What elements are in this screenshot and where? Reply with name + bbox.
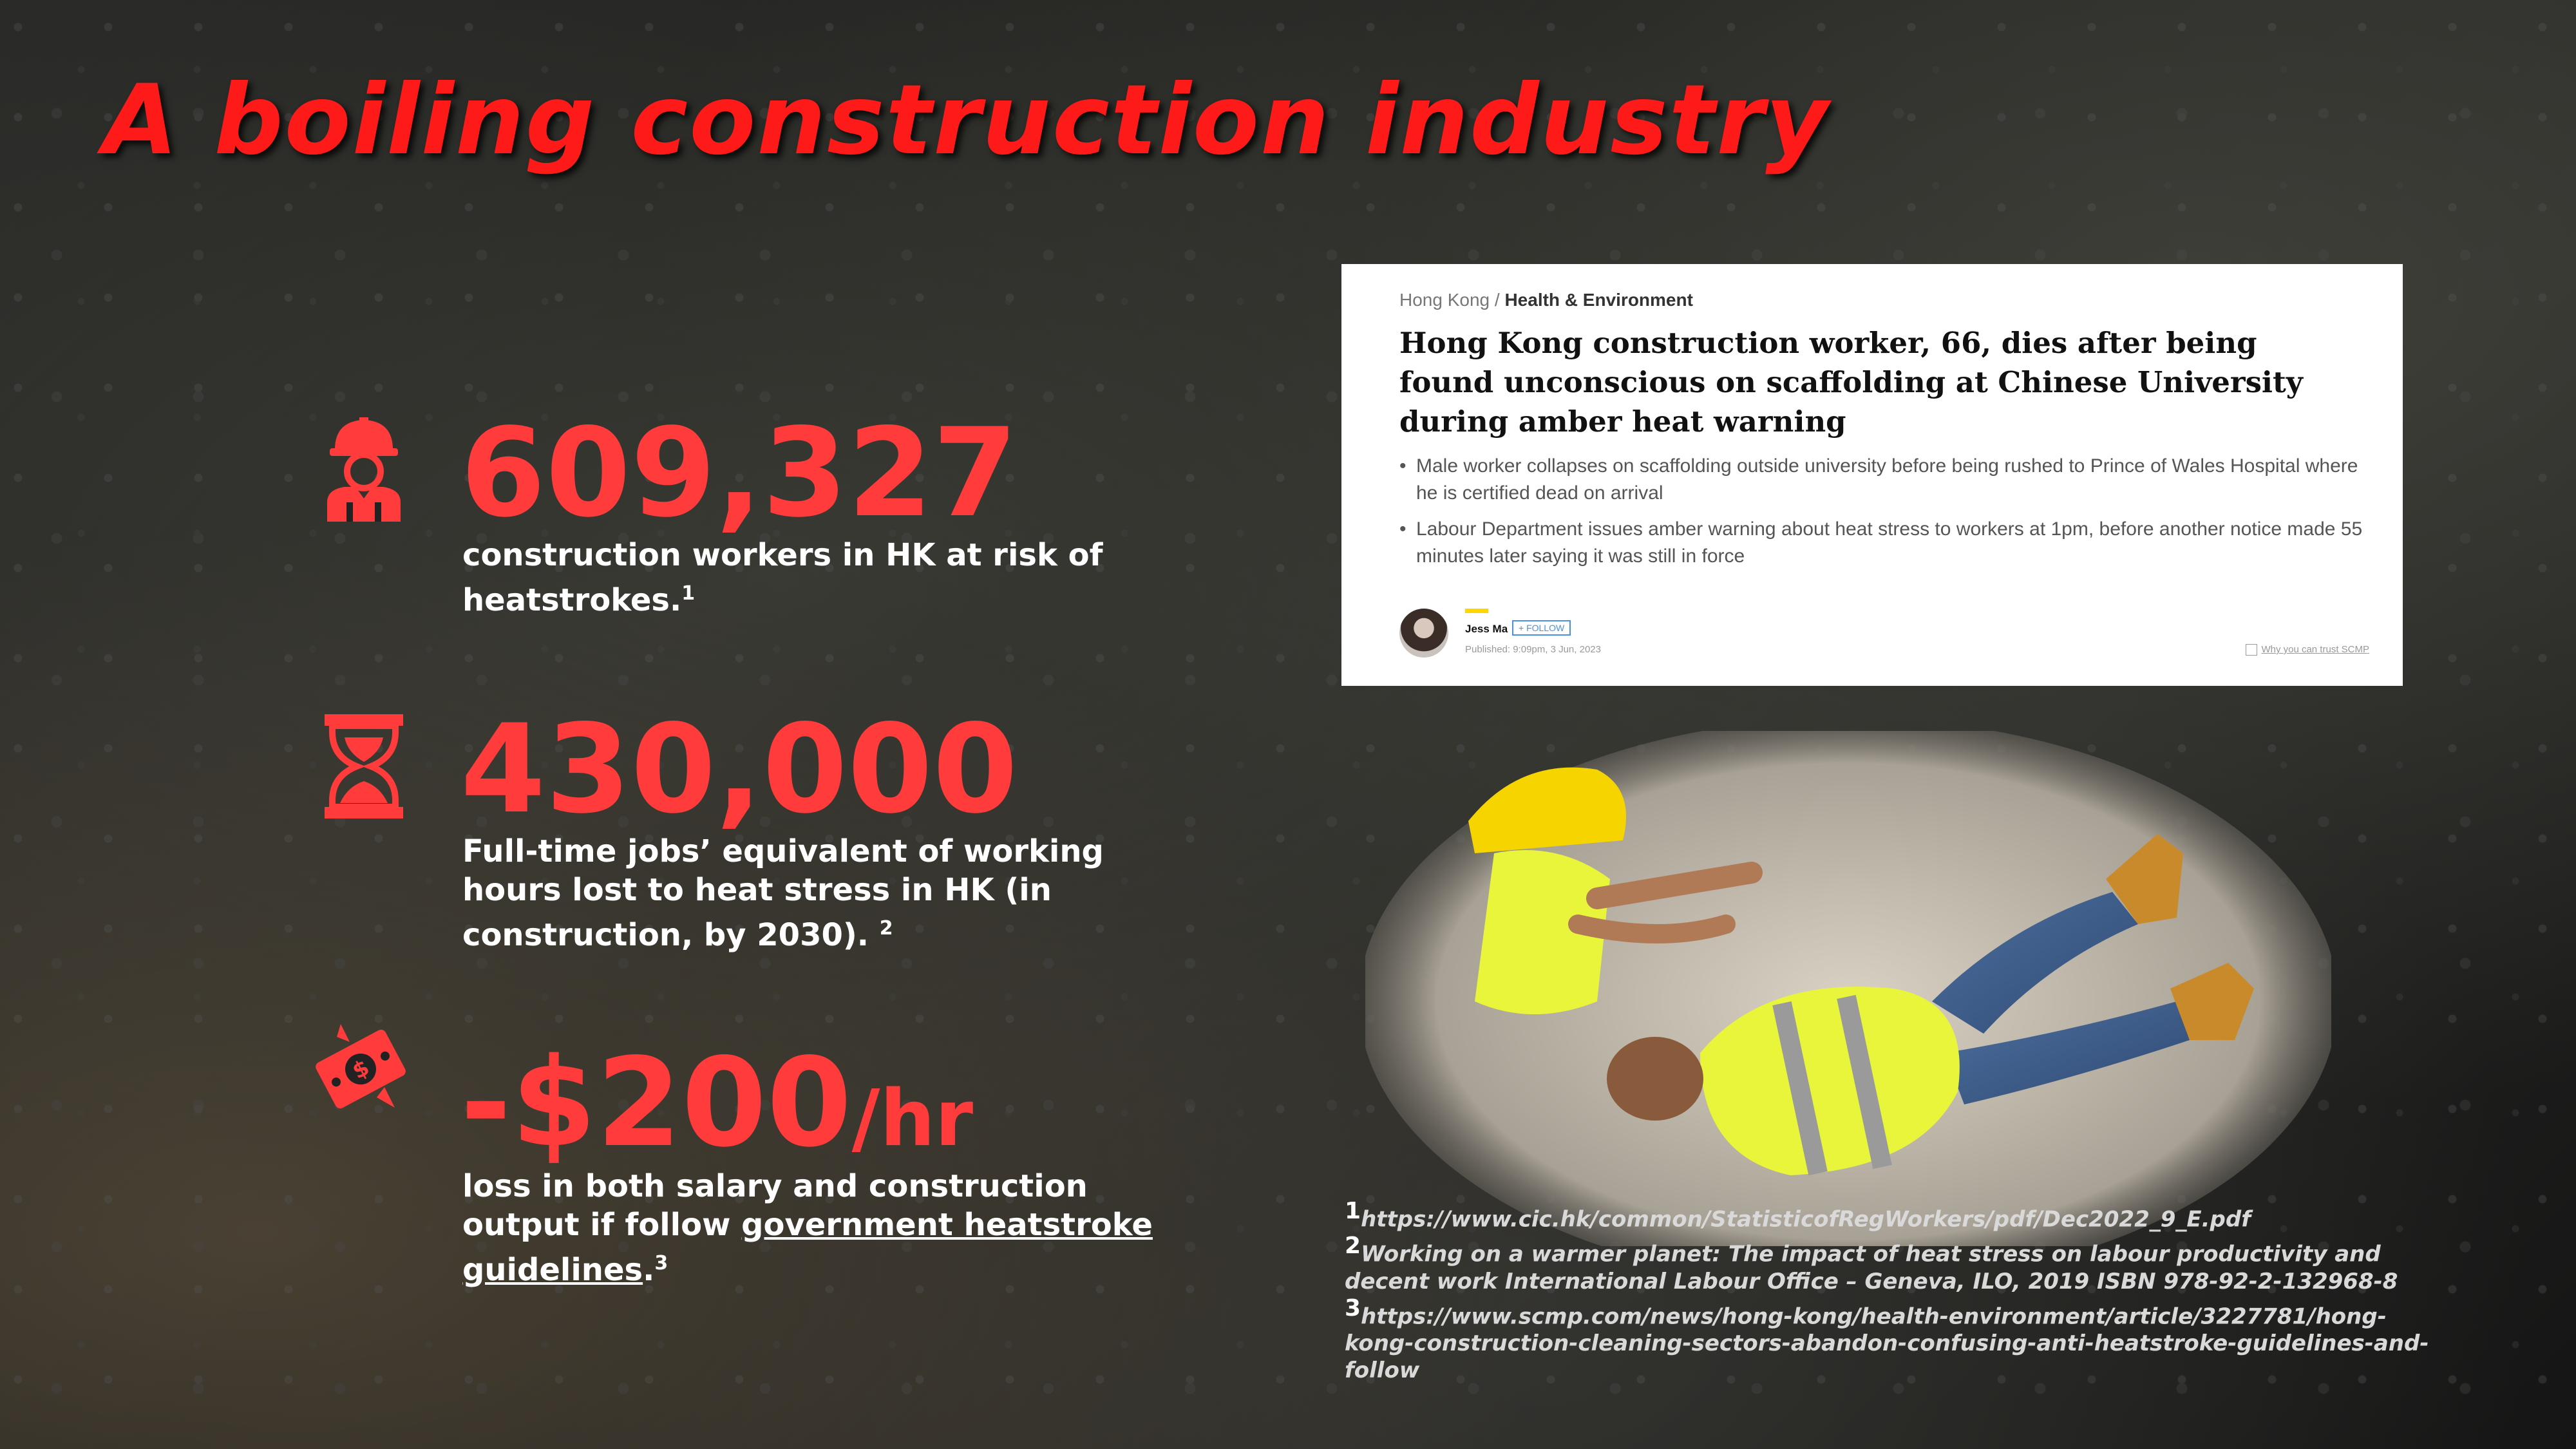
guidelines-link[interactable]: government heatstroke guidelines [462,1207,1153,1288]
stat-desc-workers: construction workers in HK at risk of heatstrokes.$^1$ [462,537,1103,618]
stat-value-jobs: 430,000 [460,698,1018,840]
article-summary [1399,453,2363,570]
references [1345,1198,2439,1384]
reference-3: $^3$https://www.scmp.com/news/hong-kong/health-environment/article/3227781/hong-kong-construction-cleaning-sectors-abandon-confusing-anti-heatstroke-guidelines-and-follow [1345,1294,2429,1383]
summary-bullet: • Male worker collapses on scaffolding outside university before being rushed to Prince of Wales Hospital where he is certified dead on arrival [1399,453,2363,507]
hourglass-icon [316,712,412,821]
slide-title: A boiling construction industry [103,64,1830,176]
breadcrumb: Hong Kong / Health & Environment [1399,290,1693,310]
stat-value-loss: -$200/hr [460,1032,974,1174]
stat-unit-per-hour: /hr [851,1074,974,1164]
author-row [1399,609,2369,660]
stat-value-workers: 609,327 [460,402,1018,544]
stat-desc-loss: loss in both salary and construction output if follow government heatstroke guidelines.$^3$ [462,1168,1153,1288]
breadcrumb-topic[interactable]: Health & Environment [1504,290,1693,310]
news-article-card [1341,264,2403,686]
shield-icon [2246,644,2257,656]
author-name[interactable]: Jess Ma [1465,623,1508,635]
author-avatar[interactable] [1399,609,1448,658]
collapsed-worker-photo [1365,731,2331,1246]
summary-bullet: • Labour Department issues amber warning about heat stress to workers at 1pm, before another notice made 55 minutes later saying it was still in force [1399,516,2363,570]
money-loss-icon [312,1011,409,1127]
published-date: Published: 9:09pm, 3 Jun, 2023 [1465,644,1601,655]
author-accent-bar [1465,609,1488,613]
stat-desc-jobs: Full-time jobs’ equivalent of working hours lost to heat stress in HK (in construction, by 2030). $^2$ [462,833,1104,953]
reference-1: $^1$https://www.cic.hk/common/StatisticofRegWorkers/pdf/Dec2022_9_E.pdf [1345,1198,2251,1233]
breadcrumb-section[interactable]: Hong Kong [1399,290,1490,310]
reference-link[interactable]: https://www.cic.hk/common/StatisticofRegWorkers/pdf/Dec2022_9_E.pdf [1361,1206,2251,1233]
svg-text:$: $ [348,1054,374,1085]
article-headline: Hong Kong construction worker, 66, dies after being found unconscious on scaffolding at Chinese University during amber heat warning [1399,326,2303,439]
follow-button[interactable]: + FOLLOW [1512,620,1571,636]
construction-worker-icon [316,412,412,522]
trust-link[interactable]: Why you can trust SCMP [2246,644,2369,656]
reference-link[interactable]: https://www.scmp.com/news/hong-kong/health-environment/article/3227781/hong-kong-construction-cleaning-sectors-abandon-confusing-anti-heatstroke-guidelines-and-follow [1345,1303,2429,1383]
reference-2: $^2$Working on a warmer planet: The impact of heat stress on labour productivity and decent work International Labour Office – Geneva, ILO, 2019 ISBN 978-92-2-132968-8 [1345,1233,2398,1294]
